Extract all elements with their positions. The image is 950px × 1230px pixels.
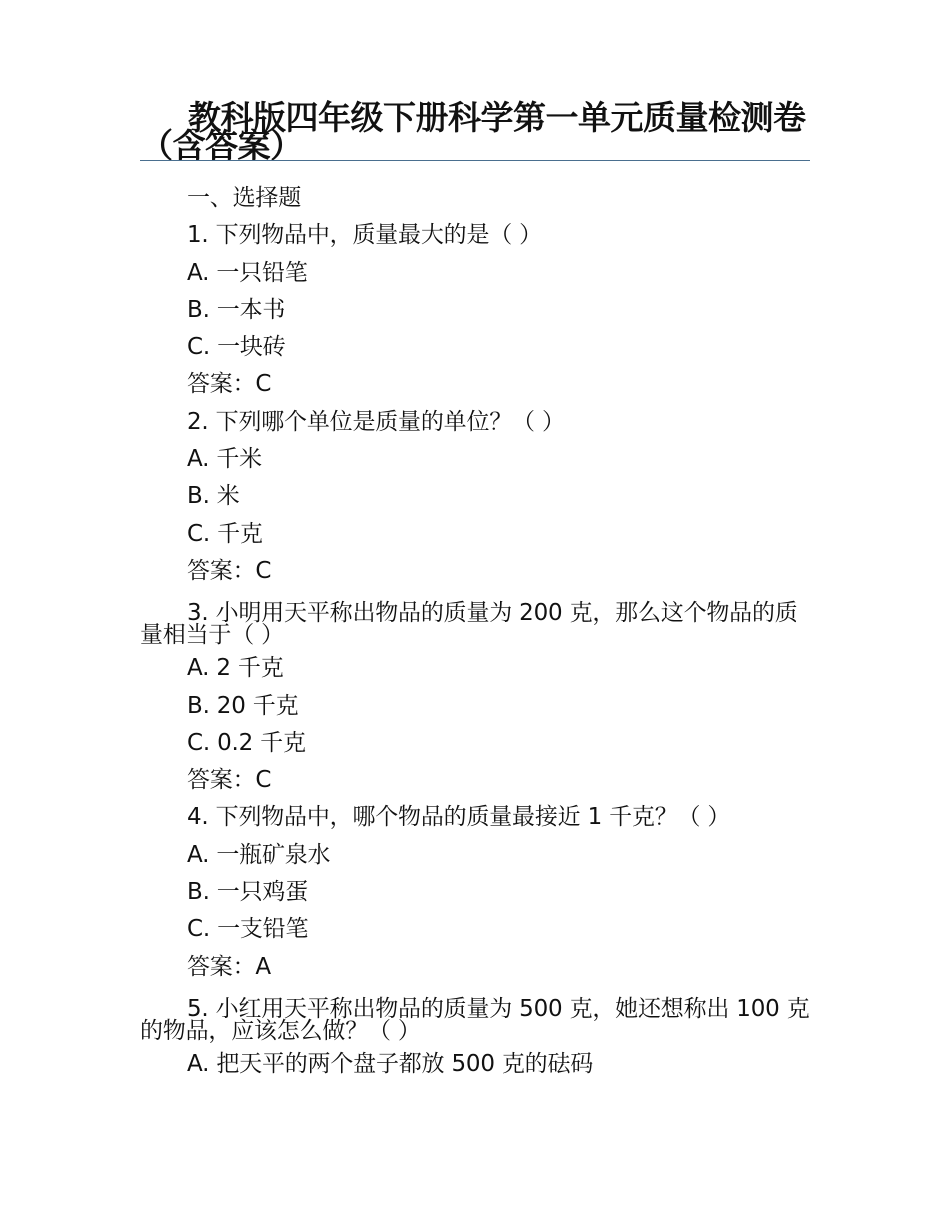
- question-4-option-a: A. 一瓶矿泉水: [187, 841, 331, 868]
- question-1-option-b: B. 一本书: [187, 296, 286, 323]
- question-2-option-a: A. 千米: [187, 446, 262, 473]
- question-1-option-c: C. 一块砖: [187, 334, 286, 361]
- question-2-option-b: B. 米: [187, 483, 240, 510]
- question-3-option-b: B. 20 千克: [187, 692, 299, 719]
- question-4-option-c: C. 一支铅笔: [187, 916, 309, 943]
- question-2-option-c: C. 千克: [187, 520, 263, 547]
- question-3-stem: 3. 小明用天平称出物品的质量为 200 克，那么这个物品的质量相当于（ ）: [140, 600, 798, 649]
- question-5-option-a: A. 把天平的两个盘子都放 500 克的砝码: [187, 1050, 594, 1077]
- question-3-option-a: A. 2 千克: [187, 655, 284, 682]
- question-3-option-c: C. 0.2 千克: [187, 729, 306, 756]
- title-underline: [140, 160, 810, 161]
- section-heading: 一、选择题: [187, 185, 302, 211]
- question-2-answer: 答案：C: [187, 557, 272, 584]
- question-4-stem: 4. 下列物品中，哪个物品的质量最接近 1 千克？（ ）: [187, 804, 731, 831]
- question-1-answer: 答案：C: [187, 371, 272, 398]
- question-1-option-a: A. 一只铅笔: [187, 259, 308, 286]
- question-1-stem: 1. 下列物品中，质量最大的是（ ）: [187, 222, 542, 249]
- document-title: 教科版四年级下册科学第一单元质量检测卷（含答案）: [140, 98, 806, 165]
- question-3-answer: 答案：C: [187, 767, 272, 794]
- question-4-option-b: B. 一只鸡蛋: [187, 879, 309, 906]
- question-5-stem: 5. 小红用天平称出物品的质量为 500 克，她还想称出 100 克的物品，应该怎么做？（ ）: [140, 995, 810, 1044]
- question-2-stem: 2. 下列哪个单位是质量的单位？（ ）: [187, 408, 565, 435]
- question-4-answer: 答案：A: [187, 953, 271, 980]
- document-body: [140, 180, 810, 1083]
